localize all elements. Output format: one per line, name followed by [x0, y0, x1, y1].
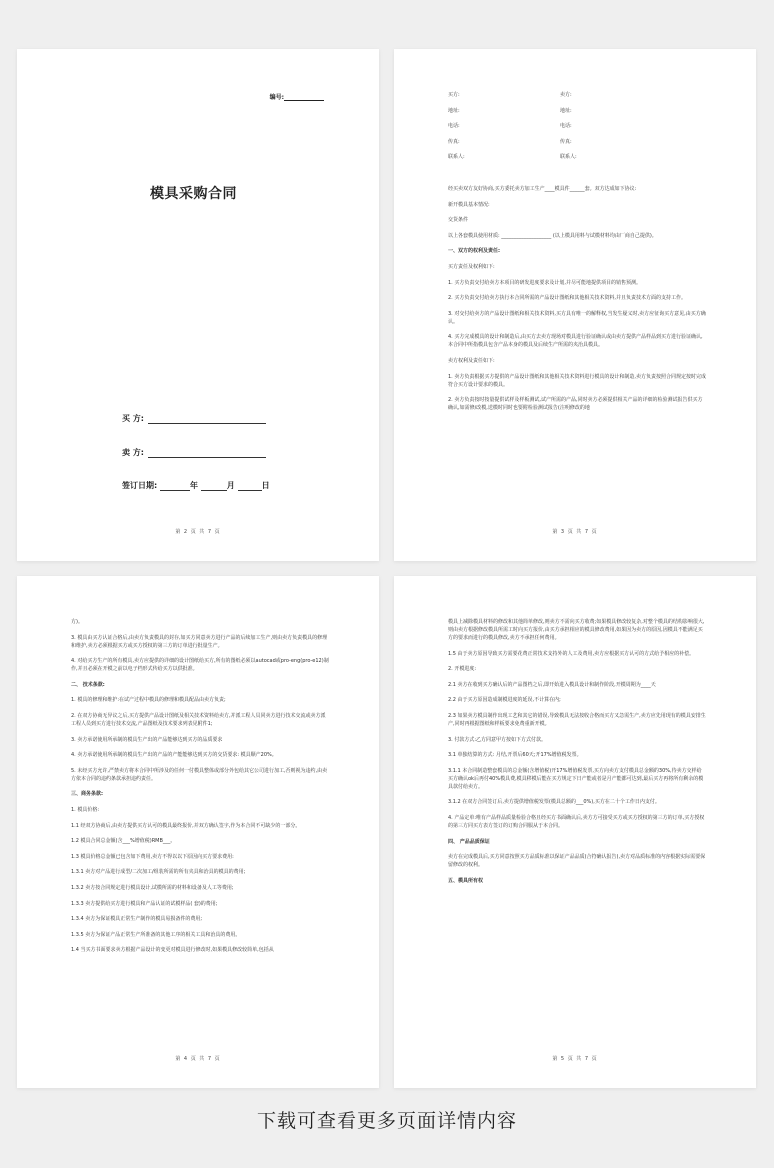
paragraph: 2.1 卖方在收到买方确认后的产品图档之后,即开始进入模具设计和制作阶段,开模周期为____天 [448, 681, 656, 688]
contract-cover-page [17, 49, 379, 561]
paragraph: 3.1.1 本合同制造整套模具的总金额(含增值税)开17%增值税发票,买方向卖方支付模具总金额的30%,待卖方交样给买方确认ok后再付40%模具费,模具移模后能在买方规定下日产能或者是月产能都可达到,最后买方再将所有剩余的模具款付给卖方。 [448, 767, 704, 790]
day-label: 日 [261, 481, 270, 490]
page-body [448, 185, 706, 420]
paragraph: 1. 模具价格: [71, 806, 100, 813]
paragraph: 经买卖双方友好协商,买方委托卖方加工生产____模具件______套。双方达成如下协议: [448, 186, 637, 192]
paragraph: 1.1 经双方协商后,由卖方提供买方认可的模具最终报价,并双方确认签字,作为本合同不可缺少的一部分。 [71, 822, 301, 829]
paragraph: 2.3 如果卖方模具制作出现工艺和其它的错误,导致模具无法按收合格而买方又急需生产,卖方应先用现有的模具安排生产,同时再根据图纸和样板要求免费重新开模。 [448, 712, 706, 727]
page-footer: 第 4 页 共 7 页 [175, 1056, 221, 1062]
paragraph: 买方责任及权利如下: [448, 263, 495, 270]
paragraph: 1.3.4 卖方为保证模具正常生产制作的模具易损备件的费用; [71, 916, 202, 923]
contract-number-field [270, 92, 324, 101]
paragraph: 1.3.3 卖方提供给买方进行模具和产品认证的试模样品( 套)的费用; [71, 900, 218, 907]
paragraph: 1. 买方负责交付给卖方本项目的研发进度要求及计划,并尽可能地提供项目的销售预测。 [448, 279, 641, 286]
paragraph: 2.2 由于买方原因造成制模进度的延误,不计算在内; [448, 697, 561, 704]
paragraph: 1.5 由于卖方原因导致买方需要花费正常技术支持外的人工及费用,卖方应根据买方认可的方式给予相应的补偿。 [448, 650, 695, 657]
contract-page-3 [394, 49, 756, 561]
contract-page-5 [394, 576, 756, 1088]
paragraph: 方)。 [71, 619, 83, 625]
year-underline [160, 482, 190, 491]
section-heading: 四、 产品品质保证 [448, 838, 490, 845]
party-field: 电话: [448, 123, 460, 129]
page-footer: 第 2 页 共 7 页 [175, 529, 221, 535]
paragraph: 3. 卖方承诺使用所承制的模具生产出的产品能够达到买方的品质要求 [71, 736, 223, 743]
month-underline [201, 482, 227, 491]
paragraph: 4. 对给买方生产的所有模具,卖方应提供的详细的设计图纸给买方,所有的图纸必须以autocad或pro-eng(pro-e12)制作,并且必须在开模之前以电子档形式传给买方以供批准。 [71, 658, 329, 673]
paragraph: 4. 产品定单:唯有产品样品质量检验合格且经买方书面确认后,卖方方可接受买方或买方授权的第三方的订单,买方授权的第三方同买方表方签订的订购合同服从于本合同。 [448, 814, 705, 829]
seller-label: 卖 方: [122, 448, 144, 457]
number-label: 编号: [269, 94, 284, 101]
party-field: 传真: [448, 138, 460, 145]
paragraph: 3.1.2 在双方合同签订后,卖方提供增值税发票(模具总额的___0%),买方在二十个工作日内支付。 [448, 799, 660, 806]
party-row [448, 107, 708, 123]
party-field: 联系人: [560, 154, 577, 160]
party-field: 地址: [448, 107, 460, 114]
paragraph: 4. 买方完成模具的设计和制造后,由买方去卖方现场对模具进行验证确认或由卖方提供产品样品到买方进行验证确认,本合同中所指模具包含产品本身的模具及后续生产所需的夹治具模具。 [448, 334, 703, 349]
paragraph: 卖方在完成模具后,买方同意按照买方品质标准以保证产品品质(合符确认报告),卖方对品质标准的内容根据实际需要保留修改的权利。 [448, 854, 706, 869]
paragraph: 交货条件 [448, 217, 469, 224]
paragraph: 2. 开模进度: [448, 666, 477, 673]
paragraph: 1.2 模具合同总金额(含___%增值税)RMB___。 [71, 838, 176, 845]
paragraph: 新开模具基本情况: [448, 201, 490, 208]
contract-title: 模具采购合同 [150, 186, 237, 202]
page-footer: 第 3 页 共 7 页 [552, 529, 598, 535]
paragraph: 1.4 当买方书面要求卖方根据产品设计的变更对模具进行修改时,如果模具修改较简单,包括从 [71, 947, 274, 954]
paragraph: 2. 在双方协商无异议之后,买方提供产品设计图纸及相关技术资料给卖方,并派工程人员同卖方进行技术交流或卖方派工程人员到买方进行技术交流,产品图纸及技术要求列表见附件1; [71, 712, 326, 727]
buyer-label: 买 方: [122, 414, 144, 423]
paragraph: 1.3 模具价格总金额已包含如下费用,卖方不得以以下原因向买方要求费用: [71, 853, 234, 860]
download-more-caption[interactable]: 下载可查看更多页面详情内容 [256, 1110, 517, 1132]
page-footer: 第 5 页 共 7 页 [552, 1056, 598, 1062]
party-field: 传真: [560, 138, 572, 145]
year-label: 年 [190, 481, 198, 490]
paragraph: 卖方权利及责任如下: [448, 357, 495, 364]
paragraph: 3. 模具由买方认证合格后,由卖方负责模具的封存,如买方同意卖方进行产品的后续加工生产,则由卖方负责模具的修理和维护,卖方必须根据买方或买方授权的第三方的订单进行批量生产。 [71, 634, 328, 649]
paragraph: 3. 付款方式:乙方同意甲方按如下方式付款。 [448, 736, 547, 743]
paragraph: 以上各套模具使用材质: ____________________ (以上模具用料与试模材料均由厂商自己提供)。 [448, 232, 657, 239]
party-row [448, 138, 708, 154]
party-field: 联系人: [448, 154, 465, 160]
paragraph: 2. 卖方负责按时按量提供试样及样板测试,试产所需的产品,同时卖方必须提供相关产品的详细的检验测试报告供买方确认,如需修/改模,送模时同时也要附检验测试报告(注明修改的地 [448, 397, 703, 412]
seller-underline [148, 449, 266, 458]
section-heading: 三、商务条款: [71, 791, 104, 798]
contract-page-4 [17, 576, 379, 1088]
paragraph: 5. 未经买方允许,严禁卖方将本合同中所涉及的任何一付模具整体或部分外包给其它公司进行加工,否则视为违约,由卖方依本合同的违约条款承担违约责任。 [71, 767, 328, 782]
buyer-signature-row [122, 413, 266, 424]
sign-date-row [122, 480, 270, 491]
paragraph: 1.3.1 卖方对产品进行成型/二次加工/组装所需的所有夹具和治具的模具的费用; [71, 869, 246, 876]
paragraph: 4. 卖方承诺使用所承制的模具生产出的产品的产能能够达到买方的交货要求: 模具顺产20%。 [71, 752, 277, 759]
month-label: 月 [226, 481, 235, 490]
day-underline [238, 482, 262, 491]
paragraph: 3.1 单独结算的方式: 月结,开票后60天;开17%增值税发票。 [448, 752, 582, 759]
paragraph: 1. 模具的修理和维护:在试产过程中模具的修理和模具配品由卖方负责; [71, 697, 226, 704]
party-row [448, 153, 708, 169]
party-field: 地址: [560, 107, 572, 114]
page-body [448, 618, 706, 892]
party-field: 电话: [560, 123, 572, 129]
section-heading: 五、模具所有权 [448, 877, 484, 884]
page-body [71, 618, 329, 962]
parties-block [448, 91, 708, 169]
party-field: 买方: [448, 92, 460, 98]
paragraph: 1. 卖方负责根据买方提供的产品设计图纸和其他相关技术资料进行模具的设计和制造,卖方负责按照合同规定按时完成符合买方设计要求的模具。 [448, 373, 706, 388]
paragraph: 1.3.2 卖方按合同规定进行模具设计,试模所需的材料和设备及人工等费用; [71, 884, 234, 891]
date-label: 签订日期: [122, 481, 158, 490]
section-heading: 二、 技术条款: [71, 681, 105, 688]
party-field: 卖方: [560, 92, 572, 98]
number-underline [284, 94, 324, 101]
paragraph: 1.3.5 卖方为保证产品正常生产所准备的其他工序的相关工具和治具的费用。 [71, 931, 241, 938]
party-row [448, 91, 708, 107]
paragraph: 3. 对交付给卖方的产品设计图纸和相关技术资料,买方具有唯一的解释权,当发生疑义时,卖方应征询买方意见,由买方确认。 [448, 310, 706, 325]
party-row [448, 122, 708, 138]
paragraph: 模具上减除模具材料的修改和其他简单修改,则卖方不需向买方收费;如果模具修改较复杂,对整个模具的结构影响很大,则由卖方根据修改模具所需工时向买方报价,由买方承担相应的模具修改费用,如果因为卖方的原因,因模具不能满足买方的要求而进行的模具修改,卖方不承担任何费用。 [448, 619, 705, 641]
section-heading: 一、双方的权利及责任: [448, 248, 501, 255]
seller-signature-row [122, 447, 266, 458]
paragraph: 2. 买方负责交付给卖方执行本合同所需的产品设计图纸和其他相关技术资料,并且负责技术方面的支持工作。 [448, 295, 686, 302]
buyer-underline [148, 415, 266, 424]
